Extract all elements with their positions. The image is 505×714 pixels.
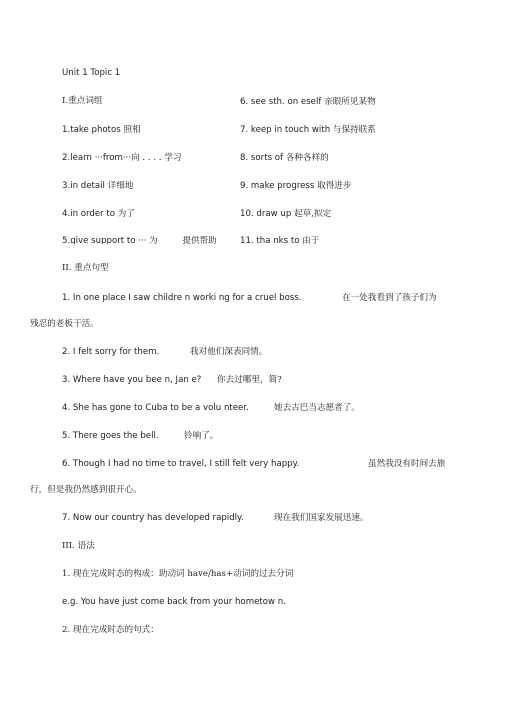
sentence-zh-cont: 残忍的老板干活。 [30,319,99,329]
vocab-item-cut: 11. tha nks to 由于 [240,236,320,244]
vocab-item: 9. make progress 取得进步 [240,181,352,191]
sentence-zh: 她去古巴当志愿者了。 [274,403,360,413]
sentence-zh: 你去过哪里，简? [217,375,282,385]
sentences-heading: II. 重点句型 [62,263,109,273]
vocab-item: 2.learn ···from···向 . . . . 学习 [62,153,182,163]
vocab-heading: Ⅰ.重点词组 [62,96,103,106]
grammar-heading: III. 语法 [62,541,95,551]
sentence-en: 1. In one place I saw childre n worki ng for a cruel boss. [62,293,302,303]
vocab-item: 3.in detail 详细地 [62,181,134,191]
grammar-point: 2. 现在完成时态的句式： [62,625,159,635]
sentence-en: 7. Now our country has developed rapidly. [62,513,244,523]
vocab-item: 7. keep in touch with 与保持联系 [240,125,376,135]
sentence-en: 3. Where have you bee n, Jan e? [62,375,202,385]
vocab-item-cut: 5.give support to ··· 为 提供帮助 [62,236,217,244]
sentence-en: 2. I felt sorry for them. [62,347,160,357]
sentence-zh: 现在我们国家发展迅速。 [274,513,369,523]
sentence-en: 5. There goes the bell. [62,431,159,441]
unit-title: Unit 1 Topic 1 [62,68,121,78]
sentence-zh-cont: 行，但是我仍然感到很开心。 [30,485,142,495]
sentence-en: 4. She has gone to Cuba to be a volu nteer. [62,403,249,413]
vocab-item: 4.in order to 为了 [62,209,135,219]
vocab-item: 1.take photos 照相 [62,125,141,135]
vocab-item: 10. draw up 起草,拟定 [240,209,332,219]
sentence-zh: 铃响了。 [184,431,219,441]
sentence-zh: 在一处我看到了孩子们为 [342,293,437,303]
grammar-example: e.g. You have just come back from your hometow n. [62,597,286,607]
vocab-item: 6. see sth. on eself 亲眼所见某物 [240,97,376,107]
vocab-item: 8. sorts of 各种各样的 [240,153,329,163]
sentence-zh: 虽然我没有时间去旅 [368,459,446,469]
grammar-point: 1. 现在完成时态的构成：助动词 have/has+动词的过去分词 [62,569,294,579]
sentence-zh: 我对他们深表同情。 [190,347,268,357]
sentence-en: 6. Though I had no time to travel, I still felt very happy. [62,459,300,469]
